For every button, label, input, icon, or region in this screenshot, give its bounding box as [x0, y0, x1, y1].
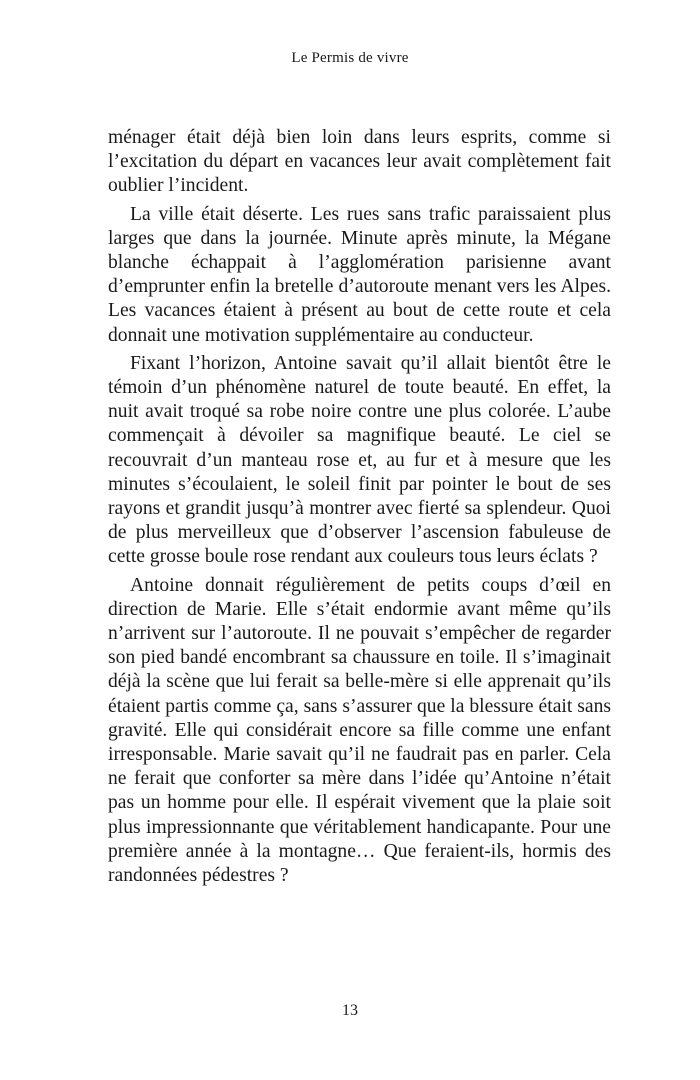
running-header: Le Permis de vivre — [291, 50, 409, 66]
page-number: 13 — [342, 1002, 358, 1019]
paragraph: Fixant l’horizon, Antoine savait qu’il allait bientôt être le témoin d’un phénomène naturel de toute beauté. En effet, la nuit avait troqué sa robe noire contre une plus colorée. L’aube commençait à dévoiler sa magnifique beauté. Le ciel se recouvrait d’un manteau rose et, au fur et à mesure que les minutes s’écoulaient, le soleil finit par pointer le bout de ses rayons et grandit jusqu’à montrer avec fierté sa splendeur. Quoi de plus merveilleux que d’observer l’ascension fabuleuse de cette grosse boule rose rendant aux couleurs tous leurs éclats ? — [108, 352, 611, 568]
body-text — [108, 126, 611, 892]
paragraph-continued: ménager était déjà bien loin dans leurs esprits, comme si l’excitation du départ en vacances leur avait complètement fait oublier l’incident. — [108, 127, 611, 197]
paragraph: La ville était déserte. Les rues sans trafic paraissaient plus larges que dans la journée. Minute après minute, la Mégane blanche échappait à l’agglomération parisienne avant d’emprunter enfin la bretelle d’autoroute menant vers les Alpes. Les vacances étaient à présent au bout de cette route et cela donnait une motivation supplémentaire au conducteur. — [108, 203, 611, 346]
paragraph: Antoine donnait régulièrement de petits coups d’œil en direction de Marie. Elle s’était endormie avant même qu’ils n’arrivent sur l’autoroute. Il ne pouvait s’empêcher de regarder son pied bandé encombrant sa chaussure en toile. Il s’imaginait déjà la scène que lui ferait sa belle-mère si elle apprenait qu’ils étaient partis comme ça, sans s’assurer que la blessure était sans gravité. Elle qui considérait encore sa fille comme une enfant irresponsable. Marie savait qu’il ne faudrait pas en parler. Cela ne ferait que conforter sa mère dans l’idée qu’Antoine n’était pas un homme pour elle. Il espérait vivement que la plaie soit plus impressionnante que véritablement handicapante. Pour une première année à la montagne… Que feraient-ils, hormis des randonnées pédestres ? — [108, 574, 611, 887]
